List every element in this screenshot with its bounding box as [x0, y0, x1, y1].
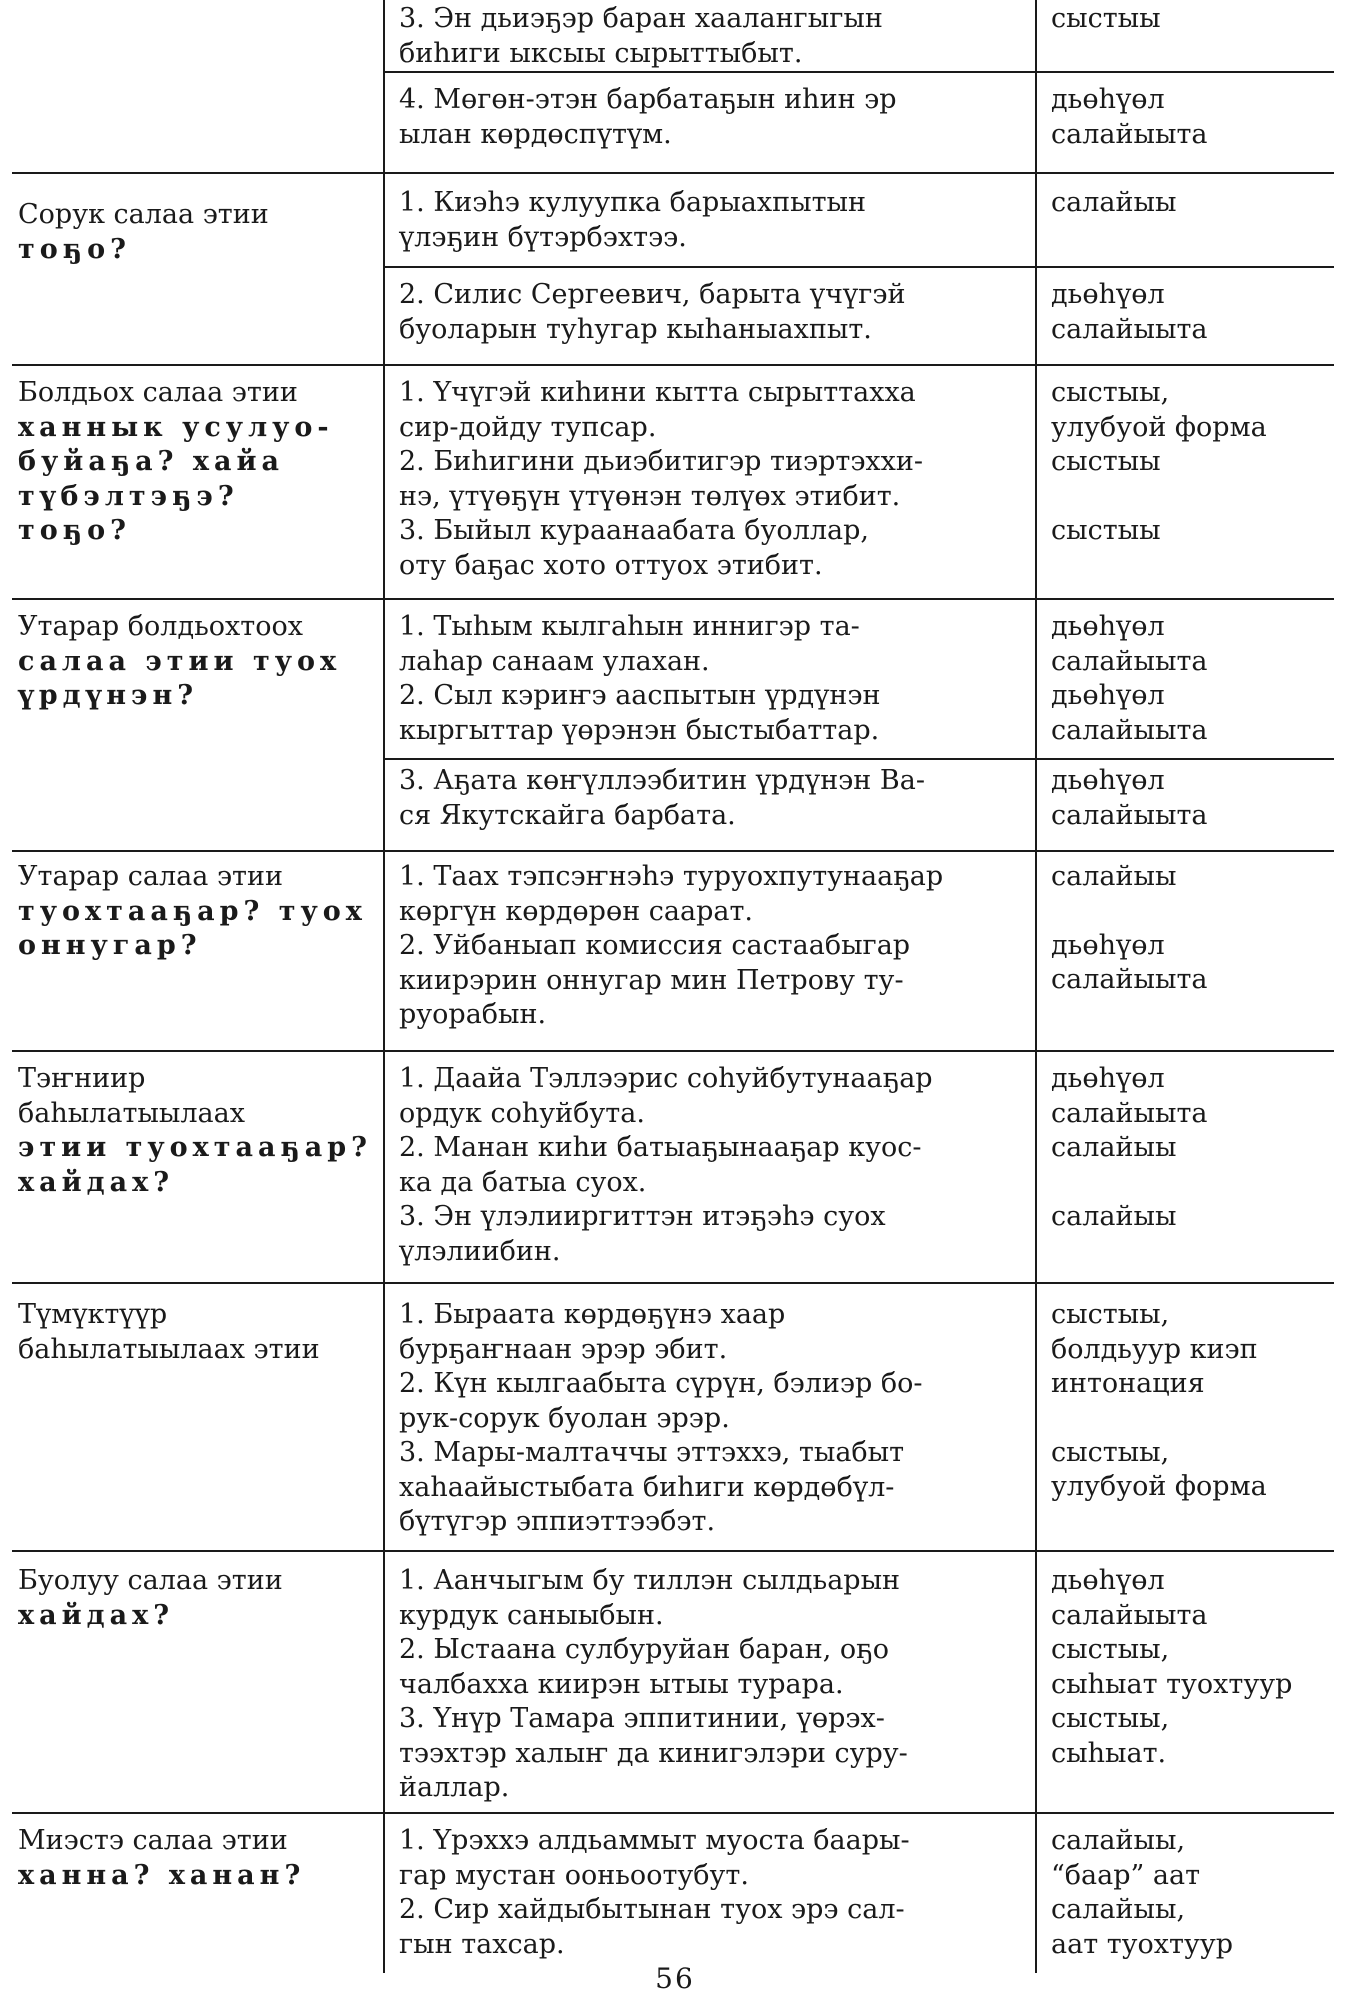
question-word: хайдах? [18, 1599, 175, 1631]
note-text: салайыы [1051, 861, 1177, 892]
example-cell [384, 851, 1036, 1051]
table-row [12, 0, 1334, 72]
note-text: сыстыы, болдьуур киэп интонация [1051, 1299, 1258, 1399]
note-text: дьөһүөл салайыыта [1051, 765, 1208, 831]
note-text: сыстыы, сыһыат. [1051, 1703, 1170, 1769]
example-cell [384, 0, 1036, 72]
note-text: дьөһүөл салайыыта [1051, 1565, 1208, 1631]
question-word: тоҕо? [18, 515, 131, 546]
note-text: сыстыы, улубуой форма [1051, 1436, 1267, 1502]
question-word: ханна? ханан? [18, 1859, 306, 1891]
question-word: буйаҕа? хайа [18, 446, 284, 477]
question-line: баһылатыылаах [18, 1097, 245, 1129]
question-cell [12, 1051, 384, 1283]
example-cell [384, 173, 1036, 267]
note-cell [1036, 759, 1334, 851]
example-sentence: 3. Үнүр Тамара эппитинии, үөрэх- тээхтэр халыҥ да кинигэлэри суру- йаллар. [399, 1703, 908, 1803]
example-cell [384, 599, 1036, 759]
question-cell [12, 267, 384, 365]
note-text: сыстыы, сыһыат туохтуур [1051, 1634, 1293, 1700]
table-row [12, 1051, 1334, 1283]
example-cell [384, 1283, 1036, 1551]
table-row [12, 365, 1334, 599]
example-sentence: 2. Биһигини дьиэбитигэр тиэртэххи- нэ, үтүөҕүн үтүөнэн төлүөх этибит. [399, 446, 924, 512]
table-row [12, 851, 1334, 1051]
question-cell [12, 173, 384, 267]
note-text: сыстыы [1051, 446, 1161, 477]
example-cell [384, 1051, 1036, 1283]
note-text: сыстыы [1051, 514, 1161, 546]
example-sentence: 1. Даайа Тэллээрис соһуйбутунааҕар ордук соһуйбута. [399, 1063, 933, 1129]
note-text: салайыы [1051, 1132, 1177, 1163]
example-cell [384, 72, 1036, 173]
note-text: дьөһүөл салайыыта [1051, 929, 1208, 995]
page-number: 56 [655, 1962, 695, 1995]
note-text: салайыы [1051, 187, 1177, 218]
table-row [12, 267, 1334, 365]
example-cell [384, 365, 1036, 599]
example-sentence: 3. Эн дьиэҕэр баран хаалангыгын биһиги ыксыы сырыттыбыт. [399, 3, 883, 69]
note-text: дьөһүөл салайыыта [1051, 611, 1208, 677]
question-line: Сорук салаа этии [18, 199, 269, 230]
question-line: Тэҥниир [18, 1063, 146, 1094]
question-cell [12, 1551, 384, 1813]
example-sentence: 3. Аҕата көҥүллээбитин үрдүнэн Ва- ся Якутскайга барбата. [399, 765, 925, 831]
table-row [12, 72, 1334, 173]
table-row [12, 1283, 1334, 1551]
question-word: хайдах? [18, 1166, 175, 1198]
note-text: дьөһүөл салайыыта [1051, 84, 1208, 150]
example-sentence: 2. Сир хайдыбытынан туох эрэ сал- гын тахсар. [399, 1894, 905, 1960]
example-sentence: 3. Быйыл кураанаабата буоллар, оту баҕас хото оттуох этибит. [399, 515, 869, 581]
note-cell [1036, 173, 1334, 267]
example-sentence: 3. Мары-малтаччы эттэххэ, тыабыт хаһаайыстыбата биһиги көрдөбүл- бүтүгэр эппиэттээбэт. [399, 1437, 905, 1537]
example-cell [384, 267, 1036, 365]
question-cell [12, 72, 384, 173]
question-line: Миэстэ салаа этии [18, 1825, 288, 1856]
question-line: Болдьох салаа этии [18, 377, 298, 408]
question-cell [12, 599, 384, 759]
question-cell [12, 365, 384, 599]
note-cell [1036, 851, 1334, 1051]
question-word: түбэлтэҕэ? [18, 480, 239, 512]
question-line: Буолуу салаа этии [18, 1565, 283, 1596]
question-word: ханнык усулуо- [18, 411, 334, 443]
question-cell [12, 851, 384, 1051]
example-sentence: 2. Күн кылгаабыта сүрүн, бэлиэр бо- рук-сорук буолан эрэр. [399, 1368, 923, 1434]
example-sentence: 2. Ыстаана сулбуруйан баран, оҕо чалбахха киирэн ытыы турара. [399, 1634, 889, 1700]
example-sentence: 1. Таах тэпсэҥнэһэ туруохпутунааҕар көргүн көрдөрөн саарат. [399, 861, 944, 927]
question-word: туохтааҕар? туох [18, 895, 367, 927]
note-text: дьөһүөл салайыыта [1051, 1063, 1208, 1129]
example-sentence: 1. Аанчыгым бу тиллэн сылдьарын курдук саныыбын. [399, 1565, 901, 1631]
question-word: оннугар? [18, 930, 202, 961]
example-sentence: 2. Силис Сергеевич, барыта үчүгэй буоларын туһугар кыһаныахпыт. [399, 279, 906, 345]
question-line: Түмүктүүр [18, 1299, 168, 1330]
example-cell [384, 1813, 1036, 1973]
question-word: үрдүнэн? [18, 680, 199, 711]
example-sentence: 2. Уйбаныап комиссия састаабыгар киирэрин оннугар мин Петрову ту- руорабын. [399, 930, 911, 1030]
note-text: сыстыы, улубуой форма [1051, 377, 1267, 443]
question-line: Утарар болдьохтоох [18, 611, 303, 642]
question-cell [12, 0, 384, 72]
note-text: салайыы [1051, 1200, 1177, 1232]
example-sentence: 3. Эн үлэлииргиттэн итэҕэһэ суох үлэлиибин. [399, 1201, 886, 1267]
subordinate-clause-table [12, 0, 1334, 1973]
example-cell [384, 1551, 1036, 1813]
note-cell [1036, 1051, 1334, 1283]
example-sentence: 2. Сыл кэриҥэ ааспытын үрдүнэн кыргыттар үөрэнэн быстыбаттар. [399, 680, 881, 746]
note-text: сыстыы [1051, 3, 1161, 34]
note-cell [1036, 72, 1334, 173]
note-cell [1036, 1551, 1334, 1813]
question-line: Утарар салаа этии [18, 861, 283, 892]
question-word: тоҕо? [18, 233, 131, 265]
example-sentence: 1. Үрэххэ алдьаммыт муоста баары- гар мустан ооньоотубут. [399, 1825, 910, 1891]
example-sentence: 2. Манан киһи батыаҕынааҕар куос- ка да батыа суох. [399, 1132, 922, 1198]
table-row [12, 759, 1334, 851]
note-text: салайыы, “баар” аат салайыы, аат туохтуур [1051, 1825, 1234, 1960]
question-cell [12, 759, 384, 851]
note-cell [1036, 365, 1334, 599]
example-sentence: 1. Бырaата көрдөҕүнэ хаар бурҕаҥнаан эрэр эбит. [399, 1299, 786, 1365]
note-cell [1036, 267, 1334, 365]
question-word: салаа этии туох [18, 645, 342, 677]
example-sentence: 1. Тыһым кылгаһын иннигэр та- лаһар санаам улахан. [399, 611, 860, 677]
note-text: дьөһүөл салайыыта [1051, 680, 1208, 746]
note-text: дьөһүөл салайыыта [1051, 279, 1208, 345]
question-cell [12, 1283, 384, 1551]
table-row [12, 173, 1334, 267]
question-line: баһылатыылаах этии [18, 1333, 320, 1365]
example-sentence: 1. Үчүгэй киһини кытта сырыттахха сир-дойду тупсар. [399, 377, 916, 443]
note-cell [1036, 1813, 1334, 1973]
note-cell [1036, 1283, 1334, 1551]
question-cell [12, 1813, 384, 1973]
example-sentence: 1. Киэһэ кулуупка барыахпытын үлэҕин бүтэрбэхтээ. [399, 187, 867, 253]
example-sentence: 4. Мөгөн-этэн барбатаҕын иһин эр ылан көрдөспүтүм. [399, 84, 897, 150]
question-word: этии туохтааҕар? [18, 1132, 372, 1163]
table-row [12, 1813, 1334, 1973]
table-row [12, 599, 1334, 759]
note-cell [1036, 0, 1334, 72]
note-cell [1036, 599, 1334, 759]
table-row [12, 1551, 1334, 1813]
example-cell [384, 759, 1036, 851]
